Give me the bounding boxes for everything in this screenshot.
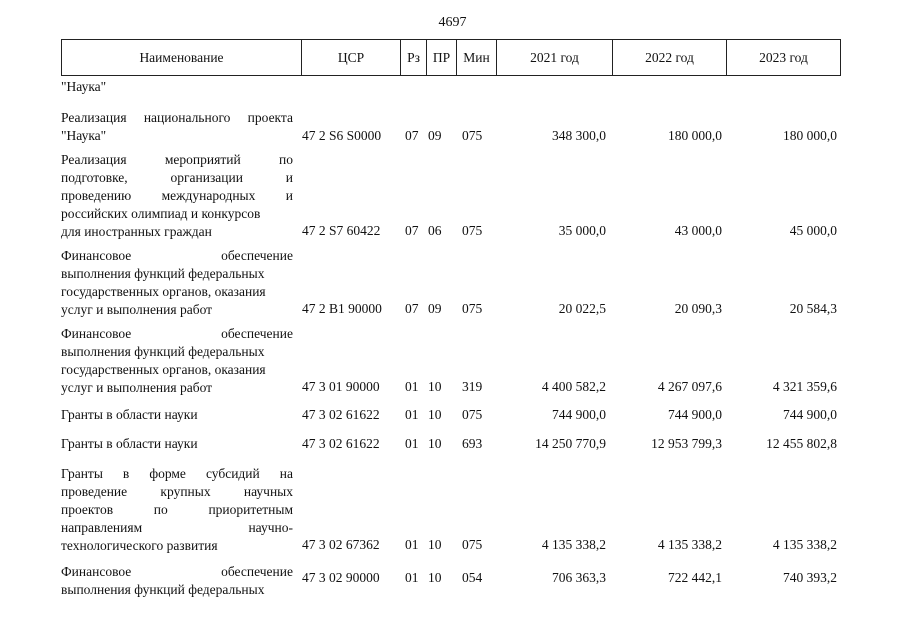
row-pr: 10 — [428, 407, 442, 422]
column-header-rz: Рз — [400, 40, 426, 75]
row-2023: 4 321 359,6 — [772, 379, 837, 394]
row-min: 054 — [462, 570, 483, 585]
row-pr: 06 — [428, 223, 442, 238]
row-name: Гранты в области науки — [61, 407, 198, 422]
row-name: Финансовое обеспечение выполнения функций федеральных — [61, 564, 293, 597]
row-min: 075 — [462, 407, 483, 422]
row-csr: 47 2 S6 S0000 — [302, 128, 382, 143]
row-2023: 740 393,2 — [783, 570, 837, 585]
row-rz: 01 — [405, 379, 419, 394]
row-csr: 47 3 02 61622 — [302, 436, 380, 451]
row-rz: 01 — [405, 570, 419, 585]
row-csr: 47 3 02 61622 — [302, 407, 380, 422]
row-name: Реализация мероприятий по подготовке, организации и проведению международных и российских олимпиад и конкурсов для иностранных граждан — [61, 152, 293, 239]
row-2023: 4 135 338,2 — [772, 537, 837, 552]
row-2023: 180 000,0 — [783, 128, 837, 143]
row-2021: 35 000,0 — [558, 223, 606, 238]
row-csr: 47 3 01 90000 — [302, 379, 380, 394]
row-2022: 4 267 097,6 — [657, 379, 722, 394]
row-csr: 47 2 B1 90000 — [302, 301, 382, 316]
column-header-2022: 2022 год — [612, 40, 726, 75]
row-2023: 45 000,0 — [789, 223, 837, 238]
row-pr: 10 — [428, 570, 442, 585]
row-2022: 722 442,1 — [668, 570, 722, 585]
table-header — [61, 39, 841, 76]
row-2022: 43 000,0 — [674, 223, 722, 238]
row-2021: 4 135 338,2 — [541, 537, 606, 552]
row-2023: 744 900,0 — [783, 407, 837, 422]
column-header-pr: ПР — [426, 40, 456, 75]
row-csr: 47 3 02 90000 — [302, 570, 380, 585]
row-name: Финансовое обеспечение выполнения функций федеральных государственных органов, оказания услуг и выполнения работ — [61, 248, 293, 317]
row-pr: 10 — [428, 436, 442, 451]
row-pr: 10 — [428, 537, 442, 552]
row-min: 075 — [462, 301, 483, 316]
continuation-text: "Наука" — [61, 79, 107, 94]
row-pr: 10 — [428, 379, 442, 394]
row-rz: 07 — [405, 301, 419, 316]
row-2023: 20 584,3 — [789, 301, 837, 316]
row-min: 075 — [462, 128, 483, 143]
row-name: Гранты в области науки — [61, 436, 198, 451]
row-2022: 20 090,3 — [674, 301, 722, 316]
row-2021: 348 300,0 — [552, 128, 606, 143]
row-2023: 12 455 802,8 — [766, 436, 837, 451]
row-pr: 09 — [428, 301, 442, 316]
row-rz: 07 — [405, 223, 419, 238]
row-name: Реализация национального проекта "Наука" — [61, 110, 293, 143]
column-header-2023: 2023 год — [726, 40, 840, 75]
row-csr: 47 2 S7 60422 — [302, 223, 381, 238]
row-2022: 744 900,0 — [668, 407, 722, 422]
row-2021: 14 250 770,9 — [535, 436, 606, 451]
row-2022: 180 000,0 — [668, 128, 722, 143]
column-header-name: Наименование — [139, 50, 224, 65]
row-name: Гранты в форме субсидий на проведение крупных научных проектов по приоритетным направлениям научно- технологического развития — [61, 466, 293, 553]
page-number: 4697 — [438, 15, 467, 30]
row-rz: 01 — [405, 436, 419, 451]
row-2021: 744 900,0 — [552, 407, 606, 422]
column-header-csr: ЦСР — [301, 40, 400, 75]
row-rz: 01 — [405, 407, 419, 422]
row-2021: 4 400 582,2 — [541, 379, 606, 394]
row-min: 693 — [462, 436, 483, 451]
row-rz: 01 — [405, 537, 419, 552]
column-header-min: Мин — [456, 40, 496, 75]
row-name: Финансовое обеспечение выполнения функций федеральных государственных органов, оказания услуг и выполнения работ — [61, 326, 293, 395]
row-min: 075 — [462, 537, 483, 552]
row-pr: 09 — [428, 128, 442, 143]
row-2021: 20 022,5 — [558, 301, 606, 316]
column-header-2021: 2021 год — [496, 40, 612, 75]
row-2022: 12 953 799,3 — [651, 436, 722, 451]
row-2021: 706 363,3 — [552, 570, 606, 585]
row-2022: 4 135 338,2 — [657, 537, 722, 552]
row-rz: 07 — [405, 128, 419, 143]
row-csr: 47 3 02 67362 — [302, 537, 380, 552]
row-min: 075 — [462, 223, 483, 238]
row-min: 319 — [462, 379, 483, 394]
